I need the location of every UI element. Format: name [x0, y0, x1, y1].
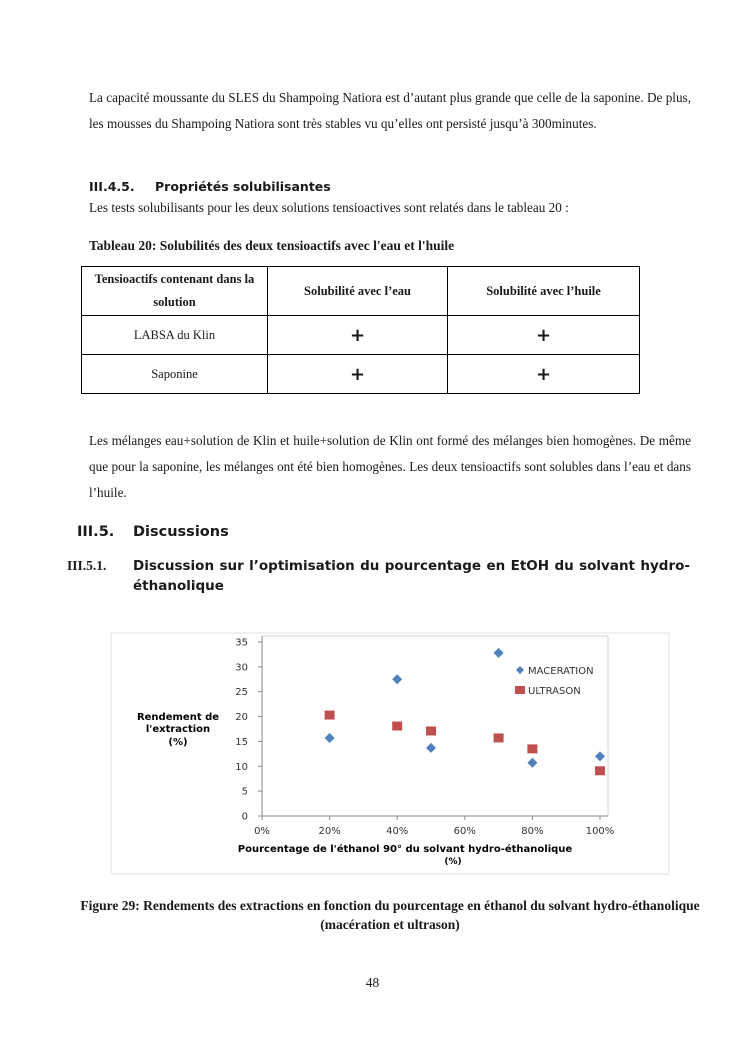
section-heading-345: [89, 179, 331, 194]
x-tick-label: 60%: [453, 826, 476, 837]
scatter-chart: [110, 632, 670, 875]
table-cell: +: [448, 316, 640, 355]
paragraph-foam: La capacité moussante du SLES du Shampoing Natiora est d’autant plus grande que celle de la saponine. De plus, les mousses du Shampoing Natiora sont très stables vu qu’elles ont persisté jusqu’à 300minutes.: [89, 90, 691, 131]
y-tick-label: 25: [235, 687, 248, 699]
x-tick-label: 40%: [386, 826, 409, 837]
maceration-point: [325, 733, 335, 743]
page-number: 48: [365, 975, 380, 990]
y-axis-title-line-1: Rendement de: [136, 712, 220, 723]
y-tick-label: 5: [241, 786, 248, 798]
legend-label: ULTRASON: [528, 686, 581, 697]
header-cell: Solubilité avec l’huile: [448, 267, 640, 316]
x-axis-title-line-1: Pourcentage de l'éthanol 90° du solvant hydro-éthanolique: [237, 844, 573, 855]
table-row: [82, 355, 640, 394]
x-tick-label: 100%: [585, 826, 615, 837]
legend-marker-maceration: [516, 666, 524, 674]
y-axis-title-line-3: (%): [168, 737, 188, 748]
table-cell: LABSA du Klin: [82, 316, 268, 355]
y-tick-label: 10: [235, 761, 248, 773]
y-tick-label: 30: [235, 662, 248, 674]
ultrason-point: [595, 766, 605, 775]
header-cell: Solubilité avec l’eau: [268, 267, 448, 316]
table-intro: Les tests solubilisants pour les deux solutions tensioactives sont relatés dans le tableau 20 :: [89, 200, 569, 215]
plot-area-border: [262, 636, 608, 816]
figure-caption: Figure 29: Rendements des extractions en fonction du pourcentage en éthanol du solvant hydro-éthanolique (macération et ultrason): [80, 898, 700, 932]
y-tick-label: 15: [235, 736, 248, 748]
section-heading-35: [77, 524, 229, 540]
maceration-point: [426, 743, 436, 753]
chart-svg: [110, 632, 670, 875]
x-tick-label: 0%: [254, 826, 270, 837]
table-cell: Saponine: [82, 355, 268, 394]
ultrason-point: [325, 711, 335, 720]
section-title-351: Discussion sur l’optimisation du pourcentage en EtOH du solvant hydro-éthanolique: [133, 558, 690, 594]
maceration-point: [494, 648, 504, 658]
table-cell: +: [448, 355, 640, 394]
section-title: Discussions: [133, 524, 229, 540]
maceration-point: [595, 751, 605, 761]
y-tick-label: 20: [235, 712, 248, 724]
x-tick-label: 80%: [521, 826, 544, 837]
maceration-point: [527, 758, 537, 768]
x-tick-label: 20%: [318, 826, 341, 837]
ultrason-point: [392, 722, 402, 731]
header-cell: Tensioactifs contenant dans la solution: [82, 267, 268, 316]
y-axis-title-line-2: l'extraction: [145, 724, 211, 735]
legend-marker-ultrason: [515, 686, 525, 694]
paragraph-mixtures: Les mélanges eau+solution de Klin et huile+solution de Klin ont formé des mélanges bien homogènes. De même que pour la saponine, les mélanges ont été bien homogènes. Les deux tensioactifs sont solubles dans l’eau et dans l’huile.: [89, 433, 691, 500]
table-cell: +: [268, 355, 448, 394]
section-number-351: III.5.1.: [67, 558, 107, 573]
solubility-table: [81, 266, 640, 394]
table-caption: Tableau 20: Solubilités des deux tensioactifs avec l'eau et l'huile: [89, 238, 455, 253]
y-tick-label: 35: [235, 637, 248, 649]
ultrason-point: [426, 726, 436, 735]
table-cell: +: [268, 316, 448, 355]
section-number: III.4.5.: [89, 179, 135, 194]
maceration-point: [392, 674, 402, 684]
legend-label: MACERATION: [528, 666, 594, 677]
table-header-row: [82, 267, 640, 316]
section-number: III.5.: [77, 524, 115, 540]
table-row: [82, 316, 640, 355]
y-tick-label: 0: [241, 811, 248, 823]
ultrason-point: [527, 744, 537, 753]
x-axis-title-line-2: (%): [444, 857, 462, 867]
section-title: Propriétés solubilisantes: [155, 179, 331, 194]
ultrason-point: [494, 733, 504, 742]
